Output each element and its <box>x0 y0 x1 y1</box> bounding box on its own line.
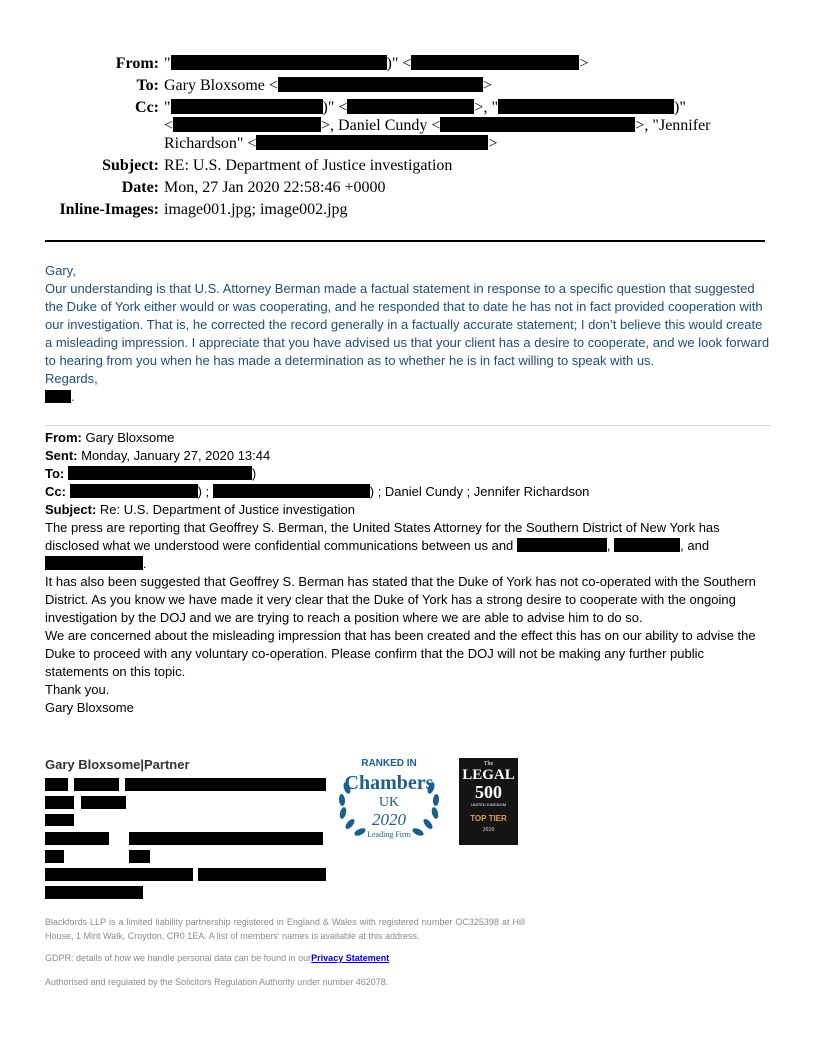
email-header <box>0 54 816 224</box>
redaction <box>198 868 326 881</box>
footer-llp-notice: Blackfords LLP is a limited liability partnership registered in England & Wales with registered number OC325398 at Hill House, 1 Mint Walk, Croydon, CR0 1EA. A list of members' names is available at this address. <box>45 917 525 941</box>
orig-paragraph-1: The press are reporting that Geoffrey S. Berman, the United States Attorney for the Southern District of New York has disclosed what we understood were confidential communications between us and , , and . <box>45 520 720 571</box>
inline-images-label: Inline-Images: <box>59 201 159 218</box>
header-divider <box>45 240 765 242</box>
reply-greeting: Gary, <box>45 263 76 278</box>
orig-sent: Sent: Monday, January 27, 2020 13:44 <box>45 448 271 463</box>
redaction <box>129 850 150 863</box>
redaction <box>278 77 483 92</box>
chambers-ranked-in: RANKED IN <box>361 758 417 769</box>
chambers-region: UK <box>378 795 400 810</box>
redaction <box>256 135 488 150</box>
orig-signoff: Gary Bloxsome <box>45 700 134 715</box>
chambers-tag: Leading Firm <box>367 830 411 839</box>
subject-label: Subject: <box>102 157 159 174</box>
redaction <box>45 390 71 403</box>
redaction <box>45 850 64 863</box>
redaction <box>45 868 193 881</box>
legal500-logo: The LEGAL 500 UNITED KINGDOM TOP TIER 2020 <box>459 758 518 845</box>
orig-thanks: Thank you. <box>45 682 110 697</box>
to-value: Gary Bloxsome < > <box>164 77 492 94</box>
redaction <box>81 796 126 809</box>
orig-paragraph-2: It has also been suggested that Geoffrey S. Berman has stated that the Duke of York has not co-operated with the Southern District. As you know we have made it very clear that the Duke of York has a strong desire to cooperate with the ongoing investigation by the DOJ and we are trying to reach a position where we are able to advise him to do so. <box>45 574 756 625</box>
redaction <box>411 55 579 70</box>
message-divider <box>45 425 771 426</box>
cc-value-line2: < >, Daniel Cundy < >, "Jennifer <box>164 117 711 134</box>
reply-paragraph: Our understanding is that U.S. Attorney Berman made a factual statement in response to a specific question that suggested the Duke of York either would or was cooperating, and he responded that to date he has not in fact provided cooperation with our investigation. That is, he corrected the record generally in a factually accurate statement; I don’t believe this would create a misleading impression. I appreciate that you have advised us that your client has a desire to cooperate, and we look forward to hearing from you when he has made a determination as to whether he is in fact willing to speak with us. <box>45 281 770 368</box>
redaction <box>171 55 387 70</box>
redaction <box>125 778 326 791</box>
redaction <box>70 484 198 498</box>
signature-title: Gary Bloxsome|Partner <box>45 757 190 772</box>
date-label: Date: <box>121 179 159 196</box>
chambers-year: 2020 <box>372 810 406 829</box>
orig-from: From: Gary Bloxsome <box>45 430 175 445</box>
cc-label: Cc: <box>135 99 159 116</box>
from-value: " )" < > <box>164 55 589 72</box>
redaction <box>45 778 68 791</box>
footer-gdpr: GDPR: details of how we handle personal data can be found in ourPrivacy Statement <box>45 953 390 963</box>
orig-to: To: ) <box>45 466 257 481</box>
orig-cc: Cc: ) ; ) ; Daniel Cundy ; Jennifer Richardson <box>45 484 590 499</box>
footer-sra: Authorised and regulated by the Solicitors Regulation Authority under number 462078. <box>45 977 389 987</box>
cc-value-line3: Richardson" < > <box>164 135 498 152</box>
redaction <box>213 484 370 498</box>
redaction <box>45 814 74 826</box>
from-label: From: <box>115 55 159 72</box>
to-label: To: <box>136 77 159 94</box>
subject-value: RE: U.S. Department of Justice investigation <box>164 157 453 174</box>
cc-value-line1: " )" < >, " )" <box>164 99 686 116</box>
redaction <box>347 99 474 114</box>
chambers-brand: Chambers <box>344 772 434 794</box>
redaction <box>440 117 635 132</box>
reply-signature: . <box>45 388 770 406</box>
inline-images-value: image001.jpg; image002.jpg <box>164 201 348 218</box>
redaction <box>129 832 323 845</box>
date-value: Mon, 27 Jan 2020 22:58:46 +0000 <box>164 179 386 196</box>
redaction <box>171 99 323 114</box>
redaction <box>45 796 74 809</box>
original-message <box>45 429 771 717</box>
privacy-statement-link[interactable]: Privacy Statement <box>311 953 390 963</box>
redaction <box>45 886 143 899</box>
redaction <box>74 778 119 791</box>
redaction <box>614 538 680 552</box>
orig-subject: Subject: Re: U.S. Department of Justice investigation <box>45 502 355 517</box>
chambers-ranking-logo <box>335 758 443 844</box>
redaction <box>498 99 674 114</box>
redaction <box>173 117 321 132</box>
redaction <box>68 466 252 480</box>
redaction <box>45 556 143 570</box>
reply-body <box>45 262 770 406</box>
redaction <box>45 832 109 845</box>
redaction <box>517 538 607 552</box>
reply-closing: Regards, <box>45 371 98 386</box>
orig-paragraph-3: We are concerned about the misleading impression that has been created and the effect this has on our ability to advise the Duke to proceed with any voluntary co-operation. Please confirm that the DOJ will not be making any further public statements on this topic. <box>45 628 756 679</box>
